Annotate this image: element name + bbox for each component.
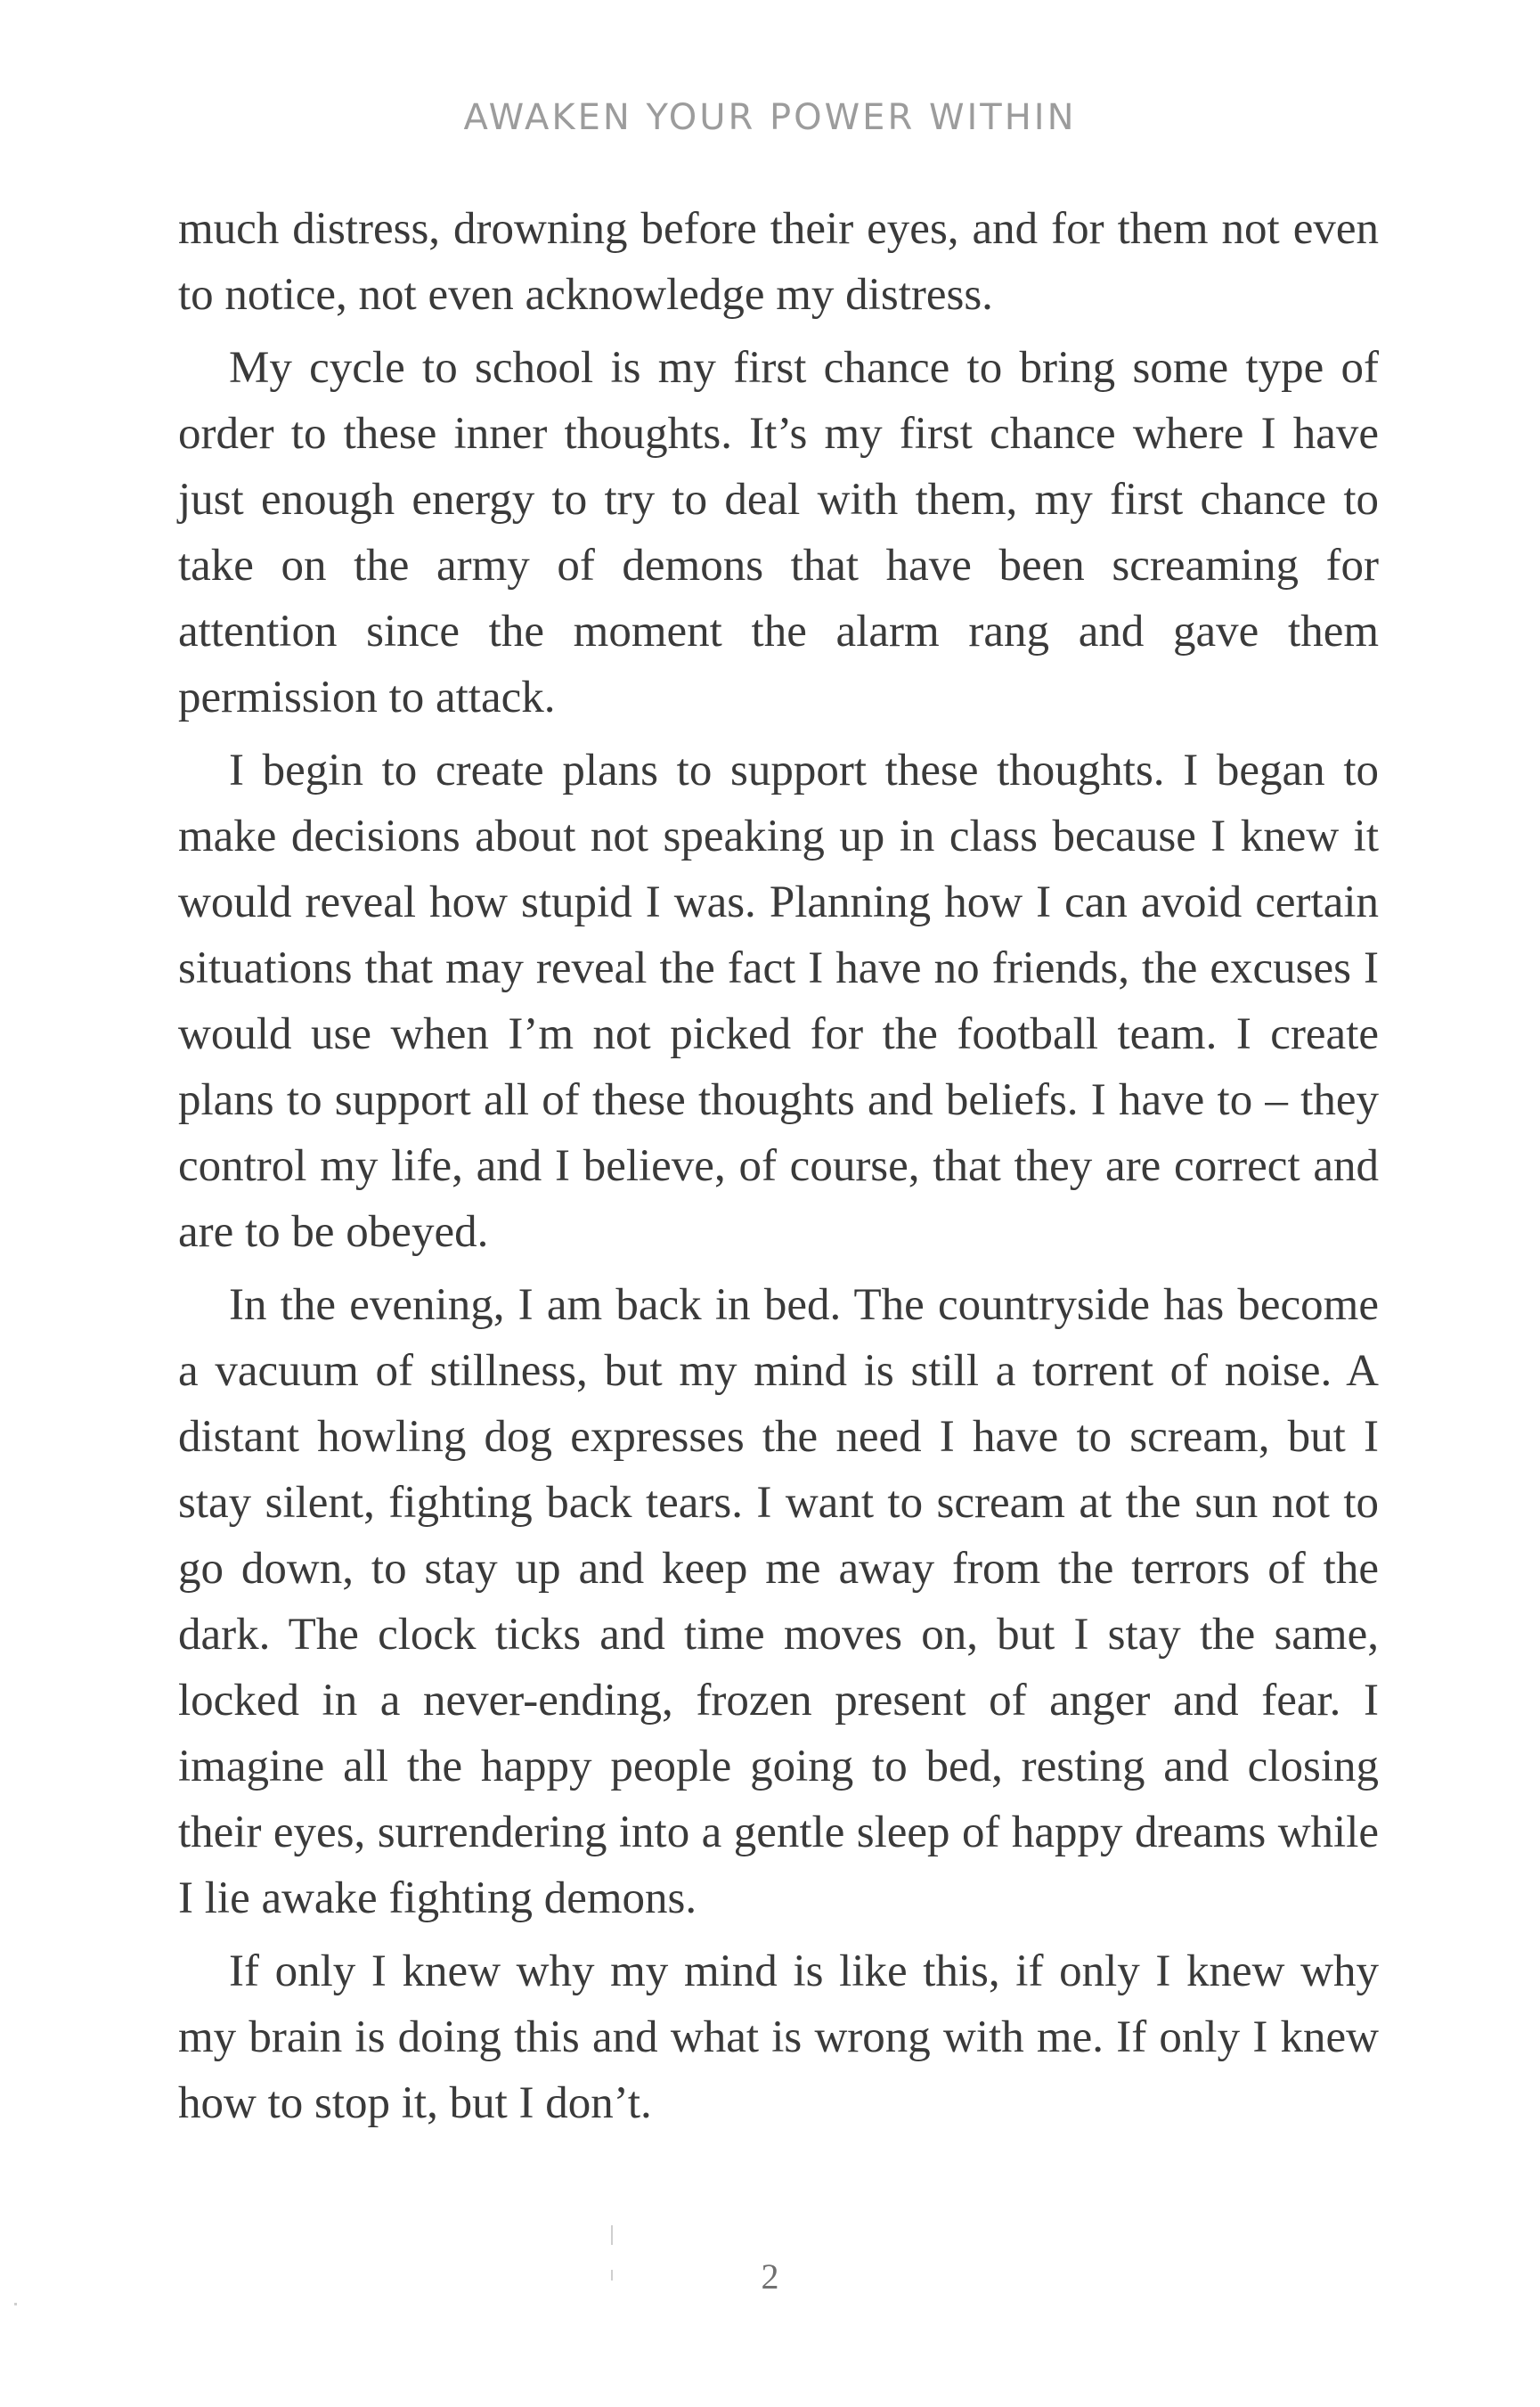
page-number: 2: [761, 2256, 779, 2297]
paragraph: My cycle to school is my first chance to bring some type of order to these inner thoughts. It’s my first chance where I have just enough energy to try to deal with them, my first chance to take on the army of demons that have been screaming for attention since the moment the alarm rang and gave them permission to attack.: [178, 343, 1379, 722]
paragraph: I begin to create plans to support these thoughts. I began to make decisions about not speaking up in class because I knew it would reveal how stupid I was. Planning how I can avoid certain situations that may reveal the fact I have no friends, the excuses I would use when I’m not picked for the football team. I create plans to support all of these thoughts and beliefs. I have to – they control my life, and I believe, of course, that they are correct and are to be obeyed.: [178, 746, 1379, 1257]
running-header: AWAKEN YOUR POWER WITHIN: [463, 97, 1077, 138]
scan-speck-mark: [14, 2303, 17, 2305]
paragraph: In the evening, I am back in bed. The countryside has become a vacuum of stillness, but my mind is still a torrent of noise. A distant howling dog expresses the need I have to scream, but I stay silent, fighting back tears. I want to scream at the sun not to go down, to stay up and keep me away from the terrors of the dark. The clock ticks and time moves on, but I stay the same, locked in a never-ending, frozen present of anger and fear. I imagine all the happy people going to bed, resting and closing their eyes, surrendering into a gentle sleep of happy dreams while I lie awake fighting demons.: [178, 1280, 1379, 1923]
paragraph: If only I knew why my mind is like this, if only I knew why my brain is doing this and what is wrong with me. If only I knew how to stop it, but I don’t.: [178, 1946, 1379, 2128]
body-text: [178, 196, 1379, 2143]
scan-speck-mark: [611, 2225, 613, 2245]
paragraph-continued: much distress, drowning before their eyes, and for them not even to notice, not even acknowledge my distress.: [178, 204, 1379, 320]
